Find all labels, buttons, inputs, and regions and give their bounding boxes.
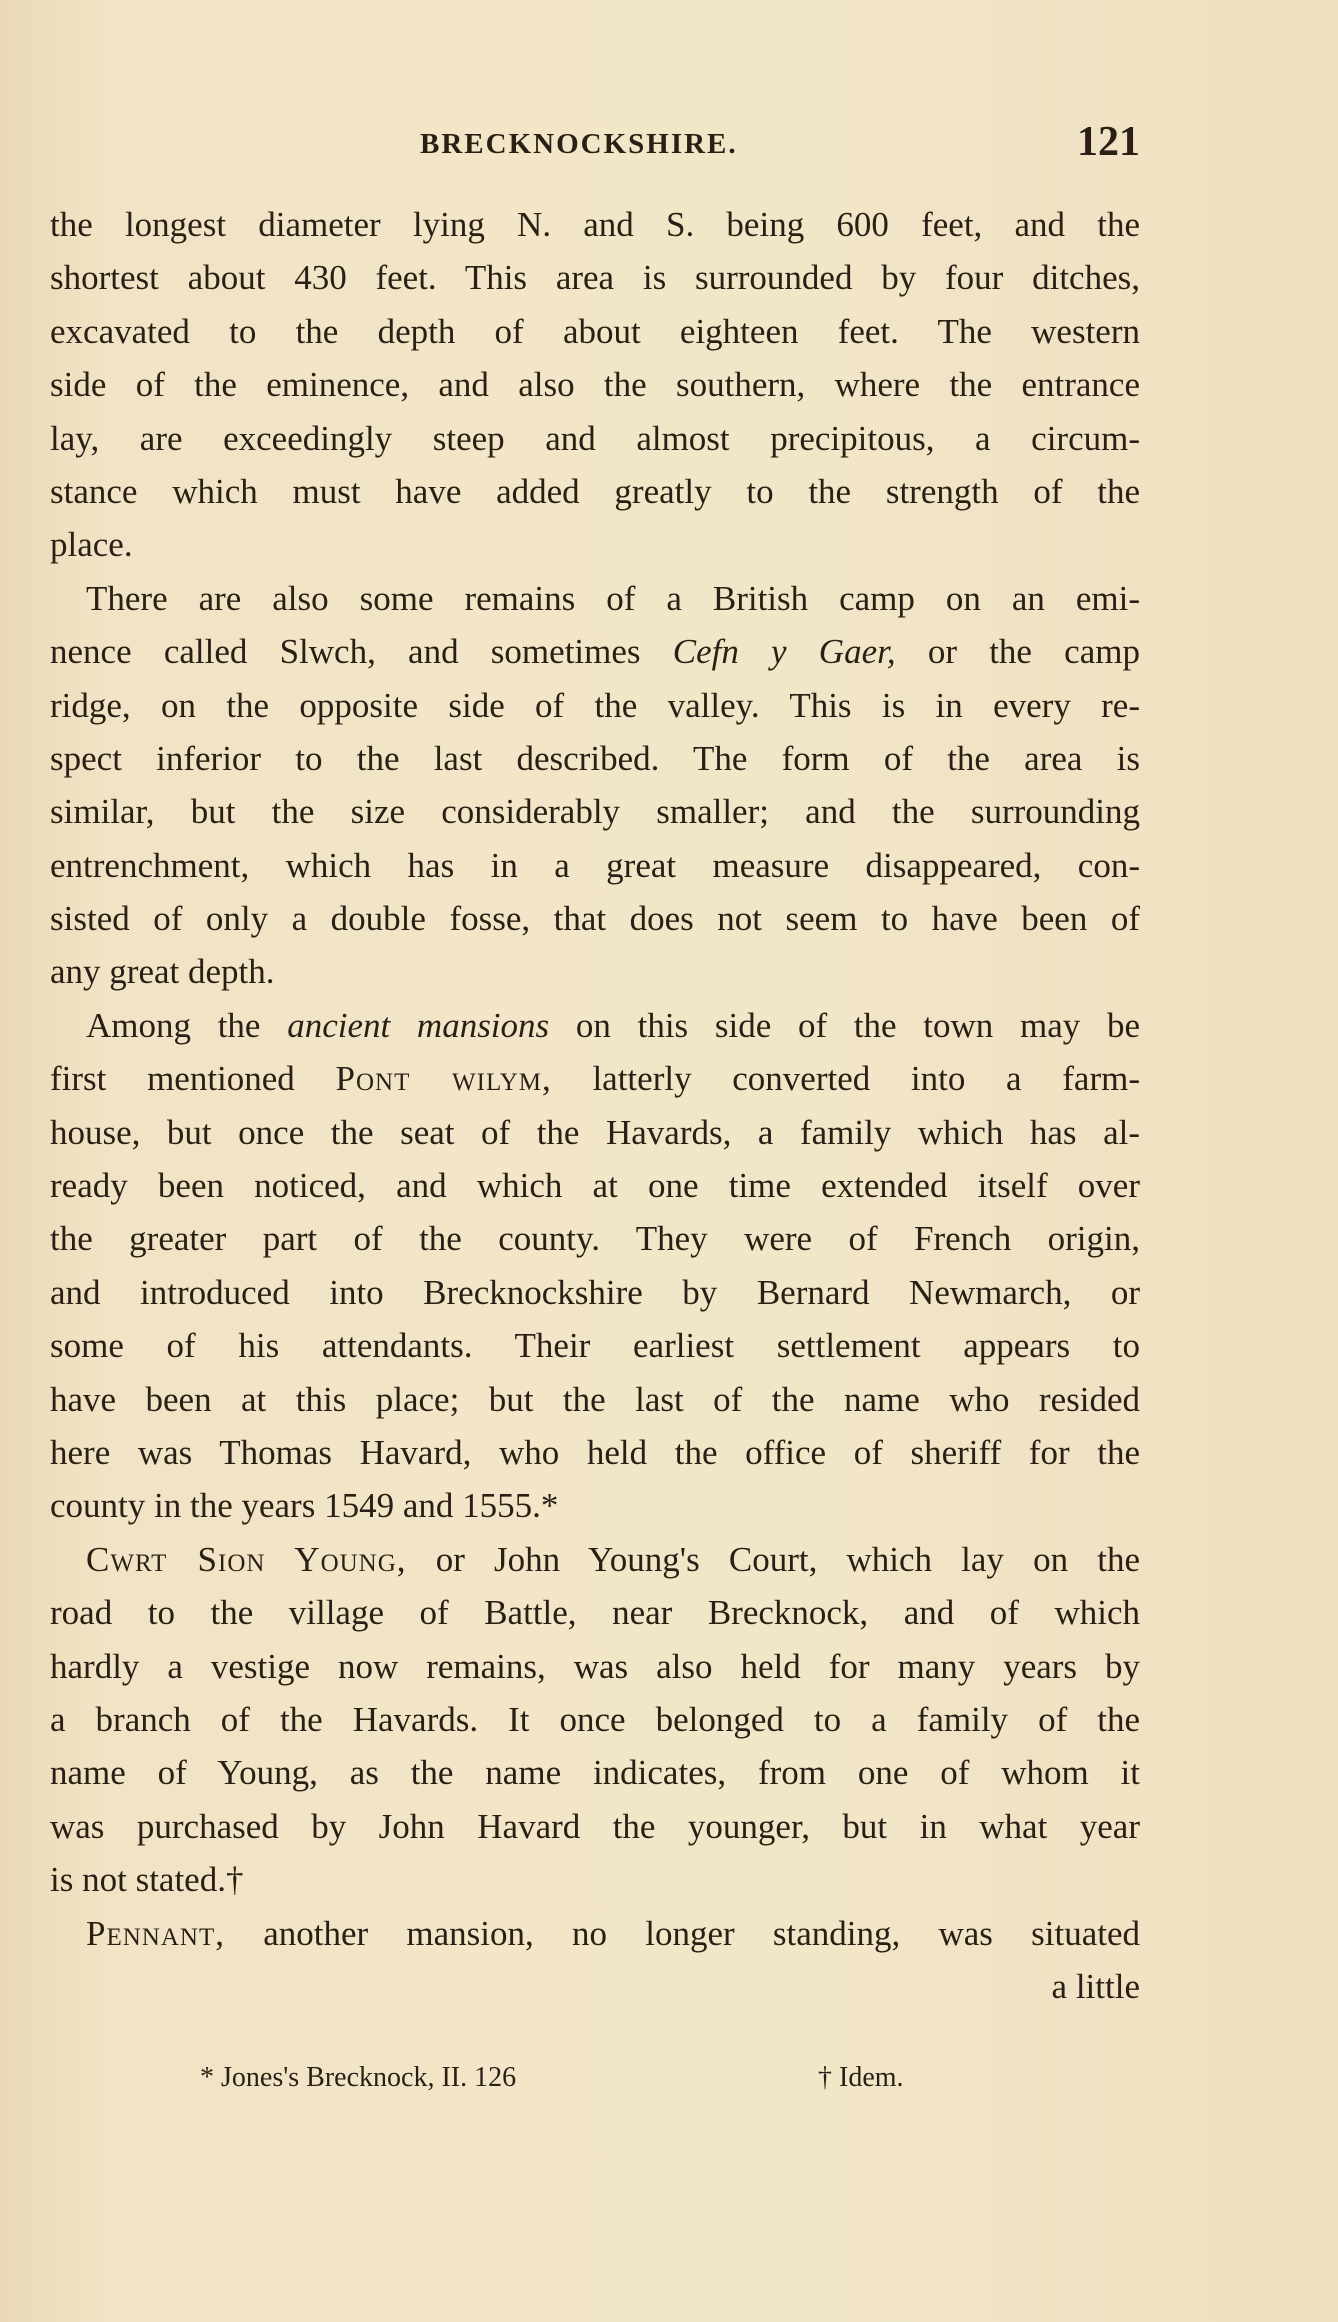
text-line <box>50 518 1140 571</box>
text-run: hardly a vestige now remains, was also held for many years by <box>50 1646 1140 1686</box>
text-line <box>50 1693 1140 1746</box>
text-run: or the camp <box>895 632 1140 672</box>
text-run: Among the <box>86 1005 288 1045</box>
text-run: place. <box>50 525 133 565</box>
text-line <box>50 999 1140 1052</box>
text-run: and introduced into Brecknockshire by Bernard Newmarch, or <box>50 1272 1140 1312</box>
text-line <box>50 1212 1140 1265</box>
small-caps-name: Pont wilym, <box>335 1059 552 1099</box>
text-run: shortest about 430 feet. This area is surrounded by four ditches, <box>50 258 1140 298</box>
text-run: another mansion, no longer standing, was situated <box>224 1913 1140 1953</box>
text-run: or John Young's Court, which lay on the <box>406 1539 1140 1579</box>
text-run: have been at this place; but the last of the name who resided <box>50 1379 1140 1419</box>
text-line <box>50 358 1140 411</box>
text-run: first mentioned <box>50 1059 336 1099</box>
text-line <box>50 1800 1140 1853</box>
text-line <box>50 412 1140 465</box>
text-run: similar, but the size considerably smaller; and the surrounding <box>50 792 1140 832</box>
text-line <box>50 198 1140 251</box>
text-run: county in the years 1549 and 1555.* <box>50 1486 559 1526</box>
italic-phrase: ancient mansions <box>287 1005 550 1045</box>
text-line <box>50 1533 1140 1586</box>
small-caps-name: Cwrt Sion Young, <box>86 1539 407 1579</box>
text-run: here was Thomas Havard, who held the office of sheriff for the <box>50 1432 1140 1472</box>
text-run: on this side of the town may be <box>549 1005 1140 1045</box>
text-run: stance which must have added greatly to the strength of the <box>50 471 1140 511</box>
text-run: road to the village of Battle, near Brecknock, and of which <box>50 1593 1140 1633</box>
text-line <box>50 1960 1140 2013</box>
text-run: was purchased by John Havard the younger, but in what year <box>50 1806 1140 1846</box>
text-line <box>50 305 1140 358</box>
text-line <box>50 1159 1140 1212</box>
text-line <box>50 1052 1140 1105</box>
text-run: lay, are exceedingly steep and almost precipitous, a circum- <box>50 418 1140 458</box>
text-line <box>50 1746 1140 1799</box>
text-line <box>50 945 1140 998</box>
text-line <box>50 1907 1140 1960</box>
text-line <box>50 572 1140 625</box>
text-run: nence called Slwch, and sometimes <box>50 632 673 672</box>
text-line <box>50 839 1140 892</box>
text-run: the longest diameter lying N. and S. being 600 feet, and the <box>50 205 1140 244</box>
text-run: sisted of only a double fosse, that does not seem to have been of <box>50 899 1140 939</box>
text-run: entrenchment, which has in a great measure disappeared, con- <box>50 845 1140 885</box>
small-caps-name: Pennant, <box>86 1913 225 1953</box>
footnote-1: * Jones's Brecknock, II. 126 <box>200 2062 517 2093</box>
text-line <box>50 1479 1140 1532</box>
text-line <box>50 732 1140 785</box>
text-run: latterly converted into a farm- <box>551 1059 1140 1099</box>
footnotes <box>200 2062 1100 2102</box>
text-run: name of Young, as the name indicates, from one of whom it <box>50 1753 1140 1793</box>
text-line <box>50 625 1140 678</box>
text-line <box>50 1640 1140 1693</box>
footnote-2: † Idem. <box>818 2062 904 2093</box>
text-line <box>50 1373 1140 1426</box>
italic-phrase: Cefn y Gaer, <box>672 632 896 672</box>
text-line <box>50 785 1140 838</box>
text-run: There are also some remains of a British camp on an emi- <box>86 578 1140 618</box>
text-run: excavated to the depth of about eighteen feet. The western <box>50 311 1140 351</box>
text-line <box>50 1106 1140 1159</box>
text-line <box>50 1586 1140 1639</box>
text-line <box>50 1853 1140 1906</box>
text-run: is not stated.† <box>50 1860 244 1900</box>
text-run: spect inferior to the last described. The form of the area is <box>50 738 1140 778</box>
running-head <box>50 118 1140 178</box>
text-line <box>50 1426 1140 1479</box>
text-run: ready been noticed, and which at one time extended itself over <box>50 1166 1140 1206</box>
text-run: any great depth. <box>50 952 275 992</box>
text-line <box>50 251 1140 304</box>
text-run: a branch of the Havards. It once belonged to a family of the <box>50 1699 1140 1739</box>
text-run: house, but once the seat of the Havards, a family which has al- <box>50 1112 1140 1152</box>
text-line <box>50 679 1140 732</box>
page-number: 121 <box>1077 119 1140 165</box>
text-run: some of his attendants. Their earliest settlement appears to <box>50 1326 1140 1366</box>
text-line <box>50 1266 1140 1319</box>
running-head-title: BRECKNOCKSHIRE. <box>420 128 738 160</box>
text-line <box>50 1319 1140 1372</box>
text-run: the greater part of the county. They were of French origin, <box>50 1219 1140 1259</box>
text-run: ridge, on the opposite side of the valley. This is in every re- <box>50 685 1140 725</box>
body-text <box>50 198 1140 2013</box>
text-line <box>50 465 1140 518</box>
text-run: side of the eminence, and also the southern, where the entrance <box>50 365 1140 405</box>
text-run: a little <box>1051 1966 1140 2006</box>
text-line <box>50 892 1140 945</box>
